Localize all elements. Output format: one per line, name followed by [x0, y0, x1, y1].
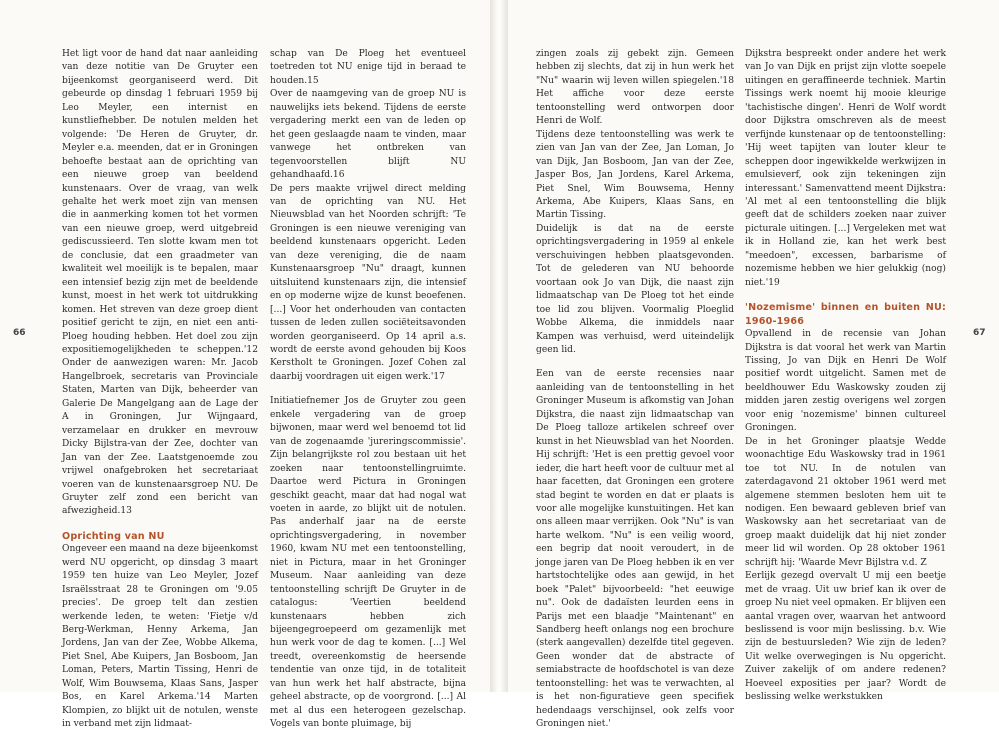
paragraph: Het ligt voor de hand dat naar aanleiding van deze notitie van De Gruyter een bijeenkomst georganiseerd werd. Dit gebeurde op dinsdag 1 februari 1959 bij Leo Meyler, een internist en kunstliefhebber. De notulen melden het volgende: 'De Heren de Gruyter, dr. Meyler e.a. meenden, dat er in Groningen behoefte bestaat aan de oprichting van een nieuwe groep van beeldend kunstenaars. Over de vraag, van welk gehalte het werk moet zijn van mensen die in aanmerking komen tot het vormen van een nieuwe groep, werd uitgebreid gediscussieerd. Ten slotte kwam men tot de conclusie, dat een graadmeter van kwaliteit wel moeilijk is te bepalen, maar een intensief bezig zijn met de beeldende kunst, moest in het werk tot uitdrukking komen. Het streven van deze groep dient positief gericht te zijn, en niet een anti-Ploeg houding hebben. Het doel zou zijn expositiemogelijkheden te scheppen.'12 Onder de aanwezigen waren: Mr. Jacob Hangelbroek, secretaris van Provinciale Staten, Marten van Dijk, beheerder van Galerie De Mangelgang aan de Lage der A in Groningen, Jur Wijngaard, verzamelaar en drukker en mevrouw Dicky Bijlstra-van der Zee, dochter van Jan van der Zee. Laatstgenoemde zou vrijwel onafgebroken het secretariaat voeren van de kunstenaarsgroep NU. De Gruyter zelf zond een bericht van afwezigheid.13: [62, 49, 258, 517]
paragraph: Een van de eerste recensies naar aanleiding van de tentoonstelling in het Groninger Museum is afkomstig van Johan Dijkstra, die naast zijn lidmaatschap van De Ploeg talloze artikelen schreef over kunst in het Nieuwsblad van het Noorden. Hij schrijft: 'Het is een prettig gevoel voor ieder, die hart heeft voor de cultuur met al haar facetten, dat Groningen een grotere stad begint te worden en dat er plaats is voor alle mogelijke kunstuitingen. Het kan ons alleen maar verrijken. Ook "Nu" is van harte welkom. "Nu" is een veilig woord, een begrip dat nooit veroudert, in de jonge jaren van De Ploeg hebben ik en ver hartstochtelijke odes aan gewijd, in het boek "Palet" bijvoorbeeld: "het eeuwige nu". Ook de dadaïsten leurden eens in Parijs met een blaadje "Maintenant" en Sandberg heeft onlangs nog een brochure (sterk aangevallen) dezelfde titel gegeven. Geen wonder dat de abstracte of semiabstracte de hoofdschotel is van deze tentoonstelling: het was te verwachten, al is het non-figuratieve geen specifiek hedendaags verschijnsel, ook zelfs voor Groningen niet.': [536, 369, 734, 730]
paragraph: Tijdens deze tentoonstelling was werk te zien van Jan van der Zee, Jan Loman, Jo van Dijk, Jan Bosboom, Jan van der Zee, Jasper Bos, Jan Jordens, Karel Arkema, Piet Snel, Wim Bouwsema, Henny Arkema, Abe Kuipers, Klaas Sans, en Martin Tissing.: [536, 129, 734, 221]
section-heading: Oprichting van NU: [62, 530, 165, 542]
paragraph: De in het Groninger plaatsje Wedde woonachtige Edu Waskowsky trad in 1961 toe tot NU. In de notulen van zaterdagavond 21 oktober 1961 werd met algemene stemmen besloten hem uit te nodigen. Een bewaard gebleven brief van Waskowsky aan het secretariaat van de groep maakt duidelijk dat hij niet zonder meer lid wil worden. Op 28 oktober 1961 schrijft hij: 'Waarde Mevr Bijlstra v.d. Z: [745, 436, 946, 568]
paragraph: Over de naamgeving van de groep NU is nauwelijks iets bekend. Tijdens de eerste vergadering merkt een van de leden op het geen geslaagde naam te vinden, maar vanwege het ontbreken van tegenvoorstellen blijft NU gehandhaafd.16: [270, 89, 466, 181]
paragraph: Ongeveer een maand na deze bijeenkomst werd NU opgericht, op dinsdag 3 maart 1959 ten huize van Leo Meyler, Jozef Israëlsstraat 28 te Groningen om '9.05 precies'. De groep telt dan zestien werkende leden, te weten: 'Fietje v/d Berg-Werkman, Henny Arkema, Jan Jordens, Jan van der Zee, Wobbe Alkema, Piet Snel, Abe Kuipers, Jan Bosboom, Jan Loman, Peters, Martin Tissing, Henri de Wolf, Wim Bouwsema, Klaas Sans, Jasper Bos, en Karel Arkema.'14 Marten Klompien, zo blijkt uit de notulen, wenste in verband met zijn lidmaat-: [62, 544, 258, 730]
paragraph: Opvallend in de recensie van Johan Dijkstra is dat vooral het werk van Martin Tissing, Jo van Dijk en Henri De Wolf positief wordt uitgelicht. Samen met de beeldhouwer Edu Waskowsky zouden zij midden jaren zestig overigens wel zorgen voor enig 'nozemisme' binnen cultureel Groningen.: [745, 329, 946, 434]
page-number-right: 67: [973, 328, 986, 338]
paragraph: Eerlijk gezegd overvalt U mij een beetje met de vraag. Uit uw brief kan ik over de groep Nu niet veel opmaken. Er blijven een aantal vragen over, waarvan het antwoord beslissend is voor mijn beslissing. b.v. Wie zijn de bestuursleden? Wie zijn de leden? Uit welke overwegingen is Nu opgericht. Zuiver zakelijk of om andere redenen? Hoeveel exposities per jaar? Wordt de beslissing welke werkstukken: [745, 571, 946, 703]
left-page: [0, 0, 490, 730]
column-3: [536, 48, 734, 732]
paragraph: schap van De Ploeg het eventueel toetreden tot NU enige tijd in beraad te houden.15: [270, 49, 466, 86]
paragraph: Dijkstra bespreekt onder andere het werk van Jo van Dijk en prijst zijn vlotte soepele uitingen en geraffineerde techniek. Martin Tissings werk noemt hij mooie kleurige 'tachistische dingen'. Henri de Wolf wordt door Dijkstra omschreven als de meest verfijnde kunstenaar op de tentoonstelling: 'Hij weet tapijten van louter kleur te scheppen door ingewikkelde werkwijzen in emulsieverf, ook zijn tekeningen zijn interessant.' Samenvattend meent Dijkstra: 'Al met al een tentoonstelling die blijk geeft dat de schilders zoeken naar zuiver picturale uitingen. [...] Vergeleken met wat ik in Holland zie, kan het werk best "meedoen", excessen, barbarisme of nozemisme hebben we hier gelukkig (nog) niet.'19: [745, 49, 946, 288]
book-gutter: [490, 0, 508, 692]
paragraph: De pers maakte vrijwel direct melding van de oprichting van NU. Het Nieuwsblad van het Noorden schrijft: 'Te Groningen is een nieuwe vereniging van beeldend kunstenaars opgericht. Leden van deze vereniging, die de naam Kunstenaarsgroep "Nu" draagt, kunnen uitsluitend kunstenaars zijn, die intensief en op moderne wijze de kunst beoefenen. [...] Voor het onderhouden van contacten tussen de leden zullen sociëteitsavonden worden georganiseerd. Op 14 april a.s. wordt de eerste avond gehouden bij Koos Kerstholt te Groningen. Jozef Cohen zal daarbij voordragen uit eigen werk.'17: [270, 183, 466, 382]
paragraph: Duidelijk is dat na de eerste oprichtingsvergadering in 1959 al enkele verschuivingen hebben plaatsgevonden. Tot de gelederen van NU behoorde voortaan ook Jo van Dijk, die naast zijn lidmaatschap van De Ploeg tot het einde toe lid zou blijven. Voormalig Ploeglid Wobbe Alkema, die inmiddels naar Kampen was verhuisd, werd uiteindelijk geen lid.: [536, 223, 734, 355]
paragraph: zingen zoals zij gebekt zijn. Gemeen hebben zij slechts, dat zij in hun werk het "Nu" waarin wij leven willen spiegelen.'18 Het affiche voor deze eerste tentoonstelling werd ontworpen door Henri de Wolf.: [536, 49, 734, 127]
paragraph: Initiatiefnemer Jos de Gruyter zou geen enkele vergadering van de groep bijwonen, maar werd wel benoemd tot lid van de zogenaamde 'jureringscommissie'. Zijn belangrijkste rol zou bestaan uit het zoeken naar tentoonstellingruimte. Daartoe werd Pictura in Groningen geschikt geacht, maar dat had nogal wat voeten in aarde, zo blijkt uit de notulen. Pas anderhalf jaar na de eerste oprichtingsvergadering, in november 1960, kwam NU met een tentoonstelling, niet in Pictura, maar in het Groninger Museum. Naar aanleiding van deze tentoonstelling schrijft De Gruyter in de catalogus: 'Veertien beeldend kunstenaars hebben zich bijeengegroepeerd om gezamenlijk met hun werk voor de dag te komen. [...] Wel treedt, overeenkomstig de heersende tendentie van onze tijd, in de totaliteit van hun werk het half abstracte, bijna geheel abstracte, op de voorgrond. [...] Al met al dus een heterogeen gezelschap. Vogels van bonte pluimage, bij: [270, 396, 466, 730]
column-2: [270, 48, 466, 732]
column-4: [745, 48, 946, 705]
section-heading: 'Nozemisme' binnen en buiten NU: 1960-1966: [745, 302, 946, 327]
page-number-left: 66: [13, 328, 26, 338]
column-1: [62, 48, 258, 732]
